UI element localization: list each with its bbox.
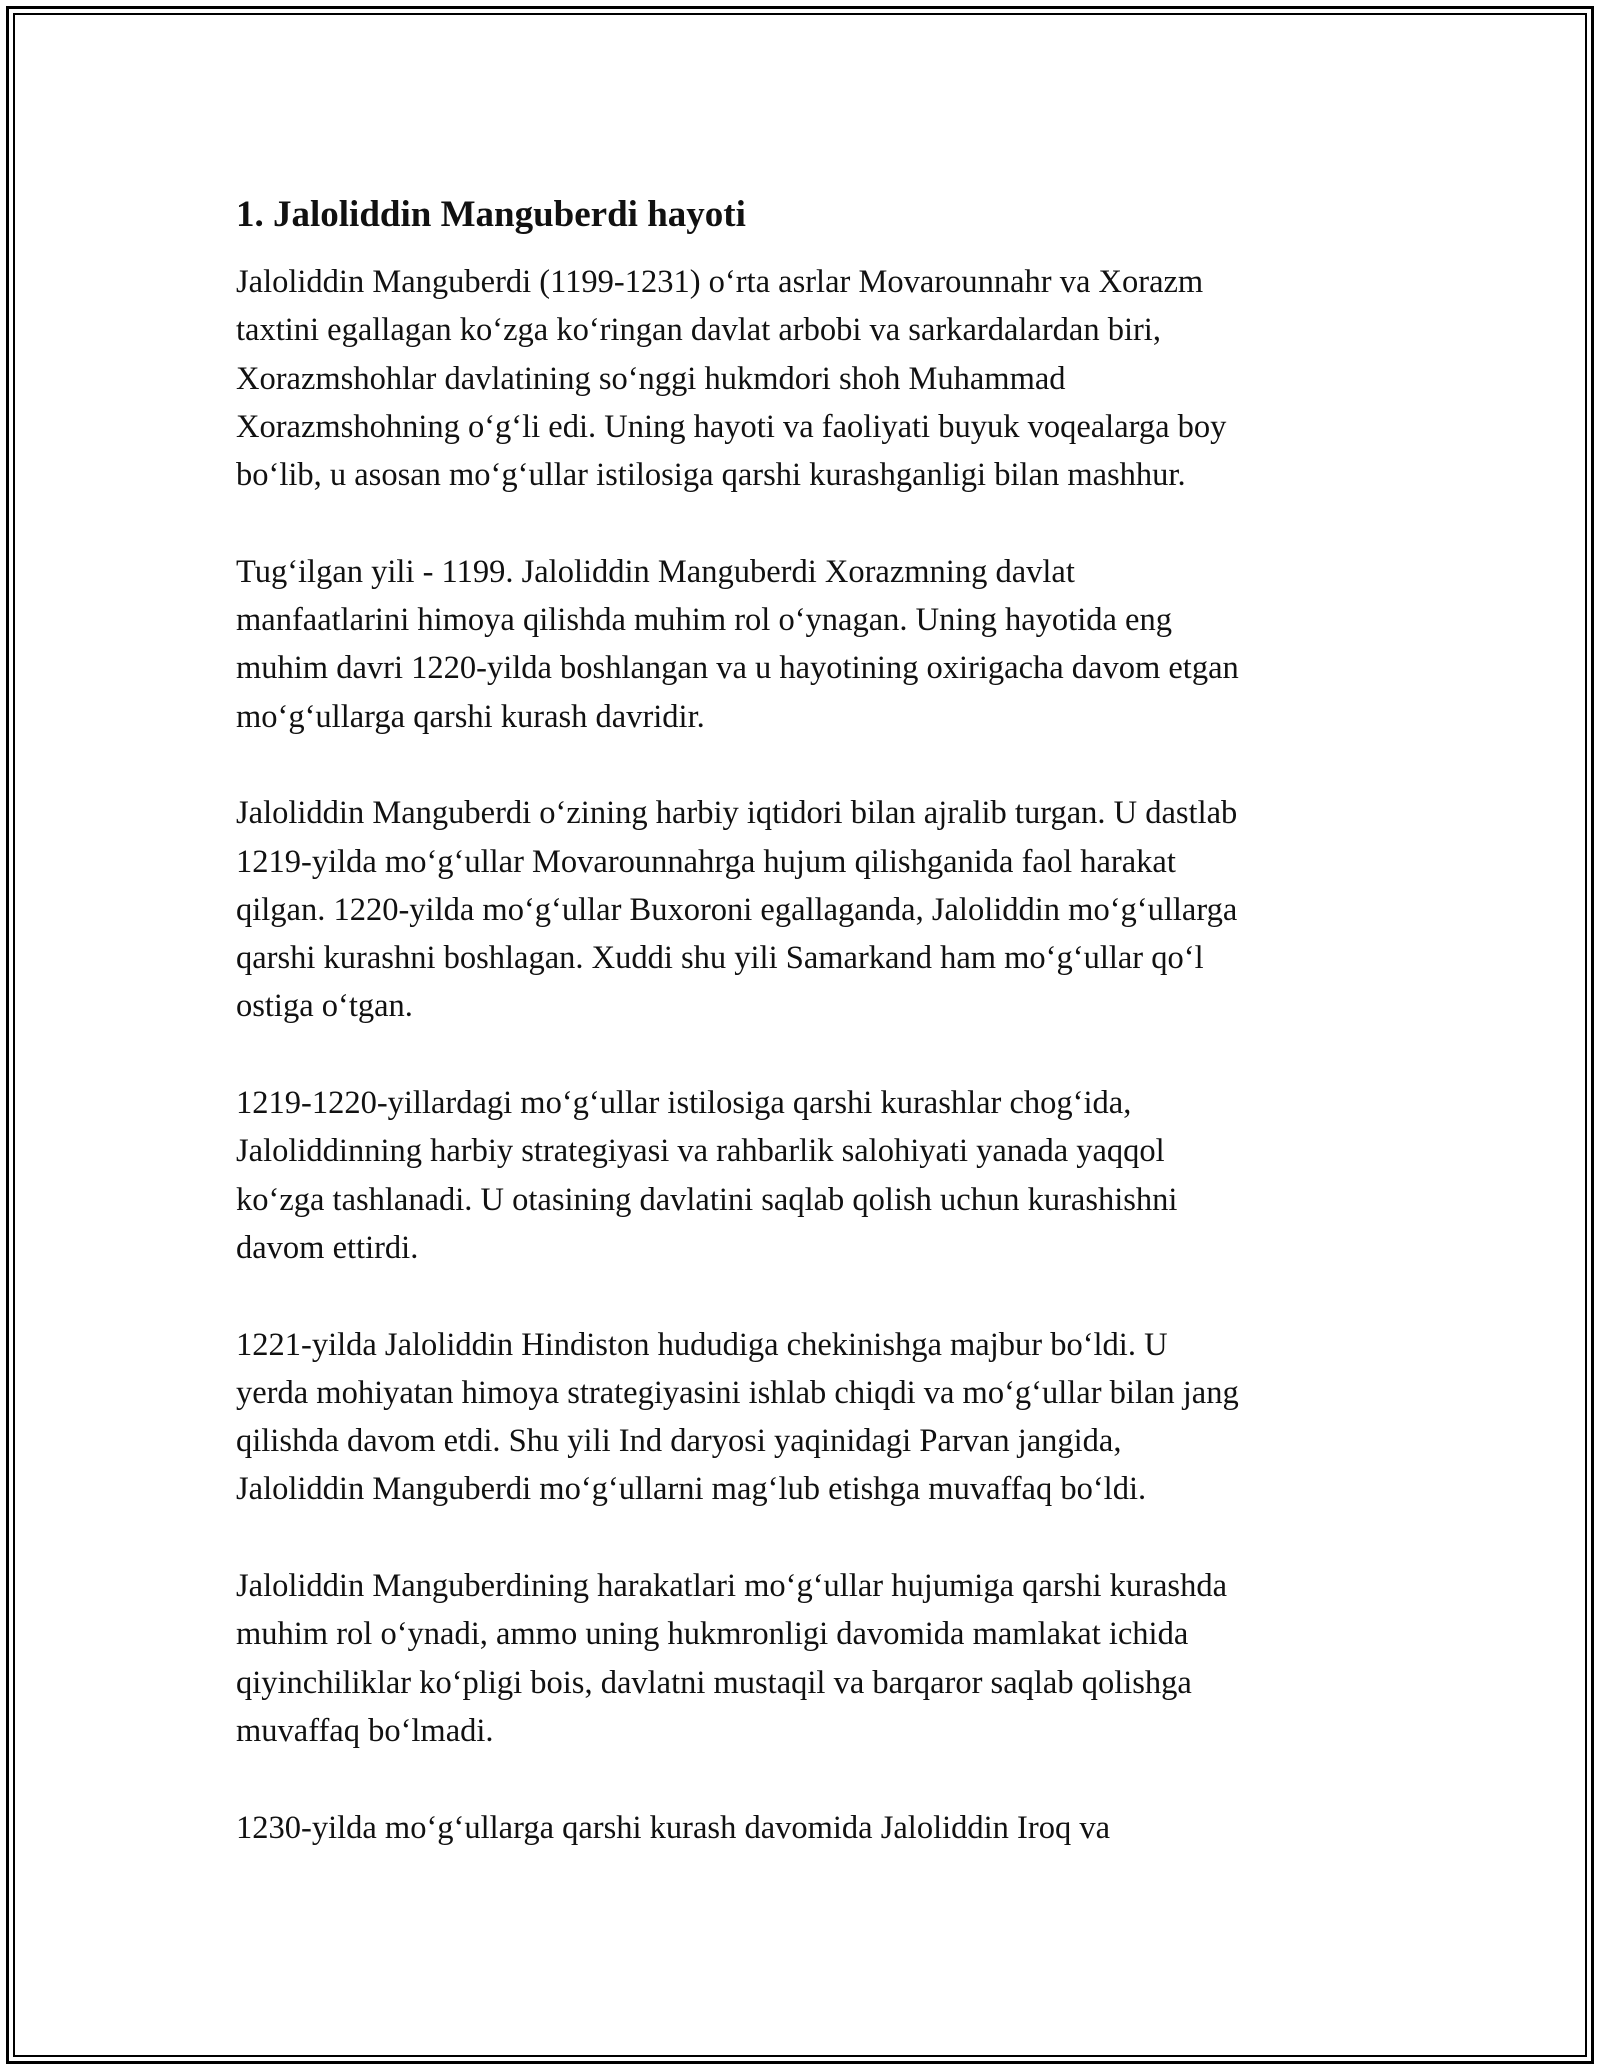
text-line: yerda mohiyatan himoya strategiyasini ishlab chiqdi va mo‘g‘ullar bilan jang bbox=[236, 1374, 1239, 1411]
paragraph-4 bbox=[236, 1079, 1376, 1272]
text-line: muhim davri 1220-yilda boshlangan va u hayotining oxirigacha davom etgan bbox=[236, 650, 1239, 687]
text-line: manfaatlarini himoya qilishda muhim rol o‘ynagan. Uning hayotida eng bbox=[236, 602, 1172, 639]
text-line: Xorazmshohlar davlatining so‘nggi hukmdori shoh Muhammad bbox=[236, 360, 1066, 397]
text-line: Jaloliddin Manguberdi (1199-1231) o‘rta asrlar Movarounnahr va Xorazm bbox=[236, 264, 1204, 300]
text-line: Xorazmshohning o‘g‘li edi. Uning hayoti va faoliyati buyuk voqealarga boy bbox=[236, 408, 1227, 445]
paragraph-3 bbox=[236, 789, 1376, 1030]
text-line: 1219-1220-yillardagi mo‘g‘ullar istilosiga qarshi kurashlar chog‘ida, bbox=[236, 1085, 1132, 1122]
text-line: qilgan. 1220-yilda mo‘g‘ullar Buxoroni egallaganda, Jaloliddin mo‘g‘ullarga bbox=[236, 891, 1238, 928]
text-line: ostiga o‘tgan. bbox=[236, 988, 413, 1025]
text-line: taxtini egallagan ko‘zga ko‘ringan davlat arbobi va sarkardalardan biri, bbox=[236, 312, 1161, 349]
text-line: qiyinchiliklar ko‘pligi bois, davlatni mustaqil va barqaror saqlab qolishga bbox=[236, 1664, 1192, 1701]
text-line: Tug‘ilgan yili - 1199. Jaloliddin Manguberdi Xorazmning davlat bbox=[236, 553, 1075, 590]
text-line: 1230-yilda mo‘g‘ullarga qarshi kurash davomida Jaloliddin Iroq va bbox=[236, 1809, 1110, 1846]
paragraph-5 bbox=[236, 1321, 1376, 1514]
text-line: Jaloliddinning harbiy strategiyasi va rahbarlik salohiyati yanada yaqqol bbox=[236, 1133, 1165, 1170]
text-line: Jaloliddin Manguberdining harakatlari mo‘g‘ullar hujumiga qarshi kurashda bbox=[236, 1568, 1227, 1605]
text-line: Jaloliddin Manguberdi o‘zining harbiy iqtidori bilan ajralib turgan. U dastlab bbox=[236, 795, 1238, 832]
paragraph-2 bbox=[236, 548, 1376, 741]
text-line: qilishda davom etdi. Shu yili Ind daryosi yaqinidagi Parvan jangida, bbox=[236, 1423, 1122, 1460]
text-line: muvaffaq bo‘lmadi. bbox=[236, 1712, 494, 1749]
text-line: ko‘zga tashlanadi. U otasining davlatini saqlab qolish uchun kurashishni bbox=[236, 1181, 1178, 1218]
paragraph-1 bbox=[236, 258, 1376, 499]
document-body bbox=[236, 190, 1376, 1900]
text-line: muhim rol o‘ynadi, ammo uning hukmronligi davomida mamlakat ichida bbox=[236, 1616, 1189, 1653]
paragraph-6 bbox=[236, 1562, 1376, 1755]
paragraph-7 bbox=[236, 1804, 1376, 1852]
text-line: qarshi kurashni boshlagan. Xuddi shu yili Samarkand ham mo‘g‘ullar qo‘l bbox=[236, 940, 1204, 977]
text-line: davom ettirdi. bbox=[236, 1229, 419, 1266]
text-line: Jaloliddin Manguberdi mo‘g‘ullarni mag‘lub etishga muvaffaq bo‘ldi. bbox=[236, 1471, 1147, 1508]
text-line: 1221-yilda Jaloliddin Hindiston hududiga chekinishga majbur bo‘ldi. U bbox=[236, 1326, 1168, 1363]
text-line: mo‘g‘ullarga qarshi kurash davridir. bbox=[236, 698, 705, 735]
section-heading: 1. Jaloliddin Manguberdi hayoti bbox=[236, 194, 746, 235]
text-line: 1219-yilda mo‘g‘ullar Movarounnahrga hujum qilishganida faol harakat bbox=[236, 843, 1176, 880]
text-line: bo‘lib, u asosan mo‘g‘ullar istilosiga qarshi kurashganligi bilan mashhur. bbox=[236, 457, 1186, 494]
